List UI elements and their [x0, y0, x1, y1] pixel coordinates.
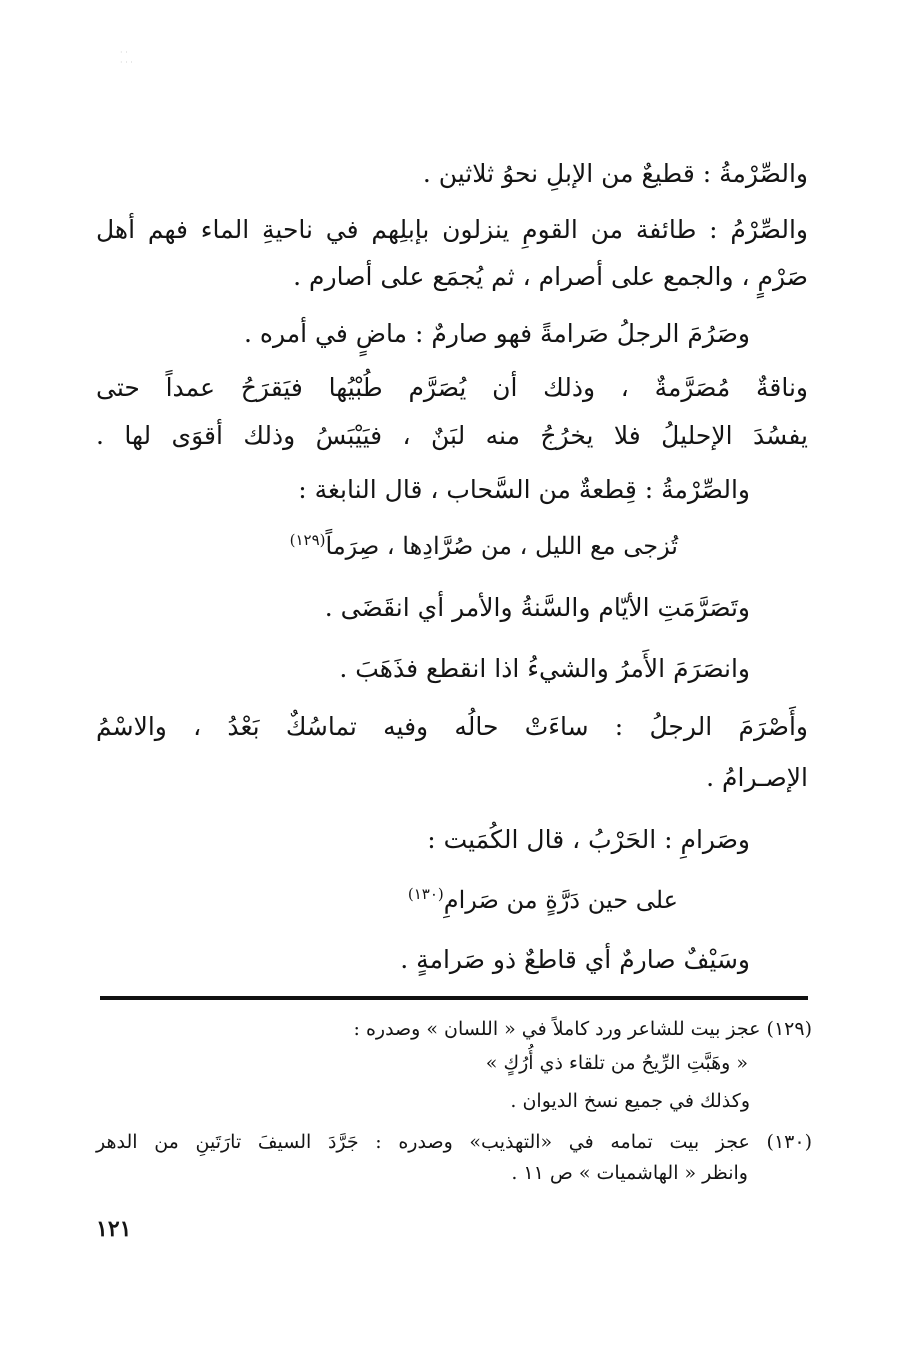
- text-line-12: الإصـرامُ .: [706, 763, 808, 792]
- text-line-15: وسَيْفٌ صارمٌ أي قاطعٌ ذو صَرامةٍ .: [400, 945, 750, 974]
- footnote-130-line-2: وانظر « الهاشميات » ص ١١ .: [511, 1162, 748, 1184]
- footnote-divider: [100, 996, 808, 1000]
- text-line-5: وناقةٌ مُصَرَّمةٌ ، وذلك أن يُصَرَّم طُبْيُها فيَقرَحُ عمداً حتى: [96, 373, 808, 402]
- verse-line-1: [290, 528, 678, 564]
- footnote-129-line-2: « وهَبَّتِ الرِّيحُ من تلقاء ذي أُرُكٍ »: [485, 1052, 748, 1074]
- verse-text-1: تُزجى مع الليل ، من صُرَّادِها ، صِرَماً: [325, 532, 678, 560]
- footnote-130-line-1: (١٣٠) عجز بيت تمامه في «التهذيب» وصدره : جَرَّدَ السيفَ تارَتَينِ من الدهر: [96, 1131, 812, 1153]
- footnote-mark-130: (١٣٠): [407, 885, 444, 903]
- footnote-129-line-3: وكذلك في جميع نسخ الديوان .: [510, 1090, 750, 1112]
- text-line-3: صَرْمٍ ، والجمع على أصرام ، ثم يُجمَع على أصارم .: [293, 262, 808, 291]
- text-line-2: والصِّرْمُ : طائفة من القومِ ينزلون بإبلِهم في ناحيةِ الماء فهم أهل: [96, 215, 808, 244]
- text-line-13: وصَرامِ : الحَرْبُ ، قال الكُمَيت :: [427, 825, 750, 854]
- page-number: ١٢١: [96, 1216, 132, 1242]
- text-line-7: والصِّرْمةُ : قِطعةٌ من السَّحاب ، قال النابغة :: [298, 475, 750, 504]
- footnote-129-line-1: (١٢٩) عجز بيت للشاعر ورد كاملاً في « اللسان » وصدره :: [353, 1018, 812, 1040]
- text-line-6: يفسُدَ الإحليلُ فلا يخرُجُ منه لبَنٌ ، فيَيْبَسُ وذلك أقوَى لها .: [96, 421, 808, 450]
- verse-line-2: [408, 882, 678, 918]
- text-line-1: والصِّرْمةُ : قطيعٌ من الإبلِ نحوُ ثلاثين .: [422, 159, 808, 188]
- text-line-4: وصَرُمَ الرجلُ صَرامةً فهو صارمٌ : ماضٍ في أمره .: [243, 319, 750, 348]
- scan-artifact: · · · · ·: [120, 48, 133, 67]
- verse-text-2: على حين دَرَّةٍ من صَرامِ: [443, 886, 678, 914]
- text-line-11: وأَصْرَمَ الرجلُ : ساءَتْ حالُه وفيه تماسُكٌ بَعْدُ ، والاسْمُ: [96, 712, 808, 741]
- text-line-9: وتَصَرَّمَتِ الأيّام والسَّنةُ والأمر أي انقَضَى .: [324, 593, 750, 622]
- text-line-10: وانصَرَمَ الأَمرُ والشيءُ اذا انقطع فذَهَبَ .: [339, 654, 750, 683]
- footnote-mark-129: (١٢٩): [289, 531, 326, 549]
